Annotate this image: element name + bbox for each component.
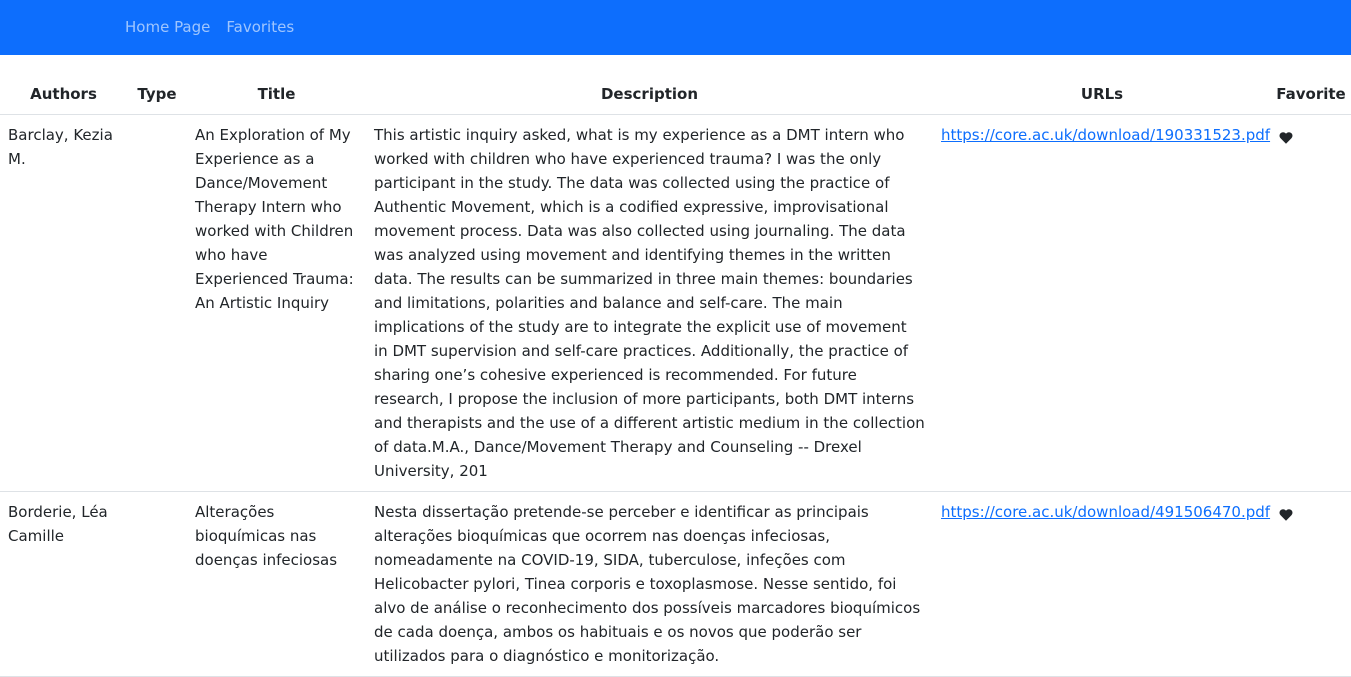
- column-header-title[interactable]: Title: [187, 76, 366, 115]
- cell-type: [127, 492, 187, 677]
- cell-favorite: [1271, 115, 1351, 492]
- column-header-description[interactable]: Description: [366, 76, 933, 115]
- cell-description: Nesta dissertação pretende-se perceber e identificar as principais alterações bioquímicas que ocorrem nas doenças infeciosas, nomeadamente na COVID-19, SIDA, tuberculose, infeções com Helicobacter pylori, Tinea corporis e toxoplasmose. Nesse sentido, foi alvo de análise o reconhecimento dos possíveis marcadores bioquímicos de cada doença, ambos os habituais e os novos que poderão ser utilizados para o diagnóstico e monitorização.: [366, 492, 933, 677]
- table-row: [0, 115, 1351, 492]
- column-header-favorite[interactable]: Favorite: [1271, 76, 1351, 115]
- cell-title: Alterações bioquímicas nas doenças infeciosas: [187, 492, 366, 677]
- pdf-link[interactable]: https://core.ac.uk/download/491506470.pdf: [941, 503, 1271, 521]
- column-header-type[interactable]: Type: [127, 76, 187, 115]
- nav-links: [117, 17, 302, 37]
- results-table: [0, 76, 1351, 677]
- table-row: [0, 492, 1351, 677]
- cell-url: [933, 115, 1271, 492]
- navbar: [0, 0, 1351, 55]
- cell-authors: Barclay, Kezia M.: [0, 115, 127, 492]
- cell-url: [933, 492, 1271, 677]
- column-header-authors[interactable]: Authors: [0, 76, 127, 115]
- pdf-link[interactable]: https://core.ac.uk/download/190331523.pdf: [941, 126, 1271, 144]
- cell-title: An Exploration of My Experience as a Dance/Movement Therapy Intern who worked with Children who have Experienced Trauma: An Artistic Inquiry: [187, 115, 366, 492]
- nav-link-home[interactable]: Home Page: [125, 18, 211, 36]
- cell-favorite: [1271, 492, 1351, 677]
- column-header-urls[interactable]: URLs: [933, 76, 1271, 115]
- heart-icon[interactable]: [1279, 505, 1293, 519]
- results-table-container: [0, 76, 1351, 677]
- table-header-row: [0, 76, 1351, 115]
- nav-link-favorites[interactable]: Favorites: [226, 18, 295, 36]
- cell-type: [127, 115, 187, 492]
- cell-authors: Borderie, Léa Camille: [0, 492, 127, 677]
- heart-icon[interactable]: [1279, 128, 1293, 142]
- cell-description: This artistic inquiry asked, what is my experience as a DMT intern who worked with children who have experienced trauma? I was the only participant in the study. The data was collected using the practice of Authentic Movement, which is a codified expressive, improvisational movement process. Data was also collected using journaling. The data was analyzed using movement and identifying themes in the written data. The results can be summarized in three main themes: boundaries and limitations, polarities and balance and self-care. The main implications of the study are to integrate the explicit use of movement in DMT supervision and self-care practices. Additionally, the practice of sharing one’s cohesive experienced is recommended. For future research, I propose the inclusion of more participants, both DMT interns and therapists and the use of a different artistic medium in the collection of data.M.A., Dance/Movement Therapy and Counseling -- Drexel University, 201: [366, 115, 933, 492]
